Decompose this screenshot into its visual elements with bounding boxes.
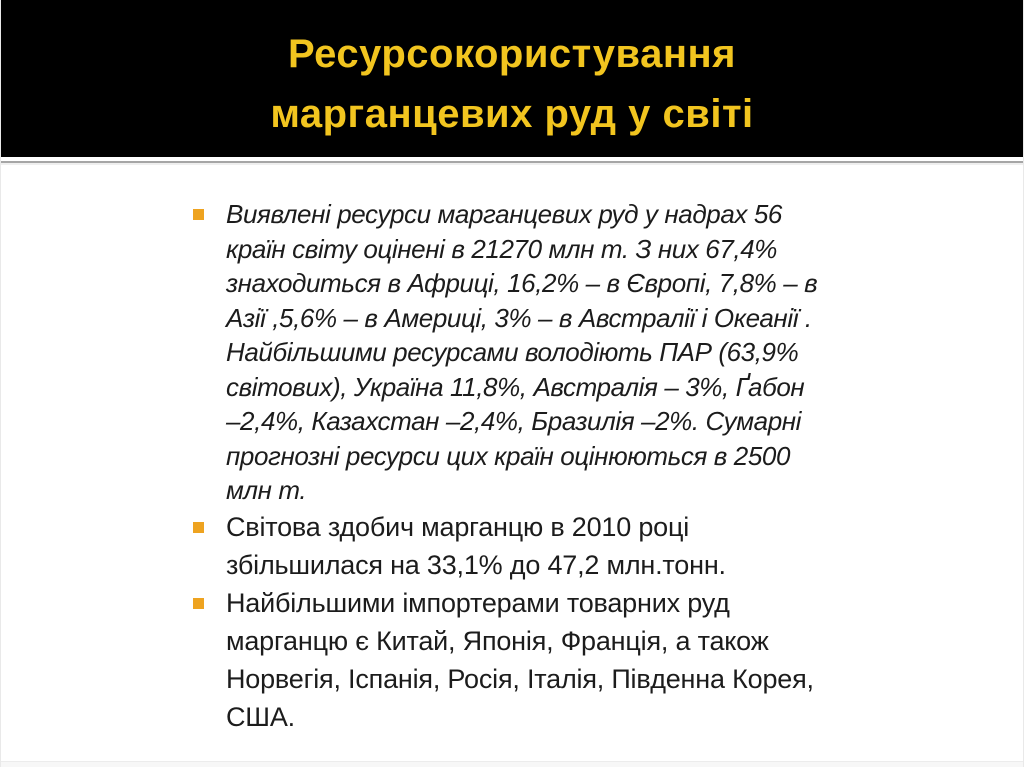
bullet-text: Найбільшими імпортерами товарних руд марганцю є Китай, Японія, Франція, а також Норвегія, Іспанія, Росія, Італія, Південна Корея, США. — [226, 587, 814, 732]
slide-title-band — [1, 0, 1023, 157]
bullet-item-resources — [191, 197, 891, 508]
square-bullet-icon — [193, 598, 204, 609]
bullet-item-production — [191, 508, 891, 584]
bullet-text: Світова здобич марганцю в 2010 році збільшилася на 33,1% до 47,2 млн.тонн. — [226, 511, 726, 580]
bullet-list — [191, 197, 891, 736]
bullet-item-importers — [191, 584, 891, 736]
slide-title: Ресурсокористування марганцевих руд у світі — [270, 32, 754, 136]
square-bullet-icon — [193, 522, 204, 533]
square-bullet-icon — [193, 209, 204, 220]
header-separator-shadow — [1, 163, 1023, 165]
bullet-text: Виявлені ресурси марганцевих руд у надрах 56 країн світу оцінені в 21270 млн т. З них 67,4% знаходиться в Африці, 16,2% – в Європі, 7,8% – в Азії ,5,6% – в Америці, 3% – в Австралії і Океанії . Найбільшими ресурсами володіють ПАР (63,9% світових), Україна 11,8%, Австралія – 3%, Ґабон –2,4%, Казахстан –2,4%, Бразилія –2%. Сумарні прогнозні ресурси цих країн оцінюються в 2500 млн т. — [226, 199, 818, 505]
slide-bottom-edge — [1, 761, 1023, 767]
slide-body — [191, 197, 891, 736]
